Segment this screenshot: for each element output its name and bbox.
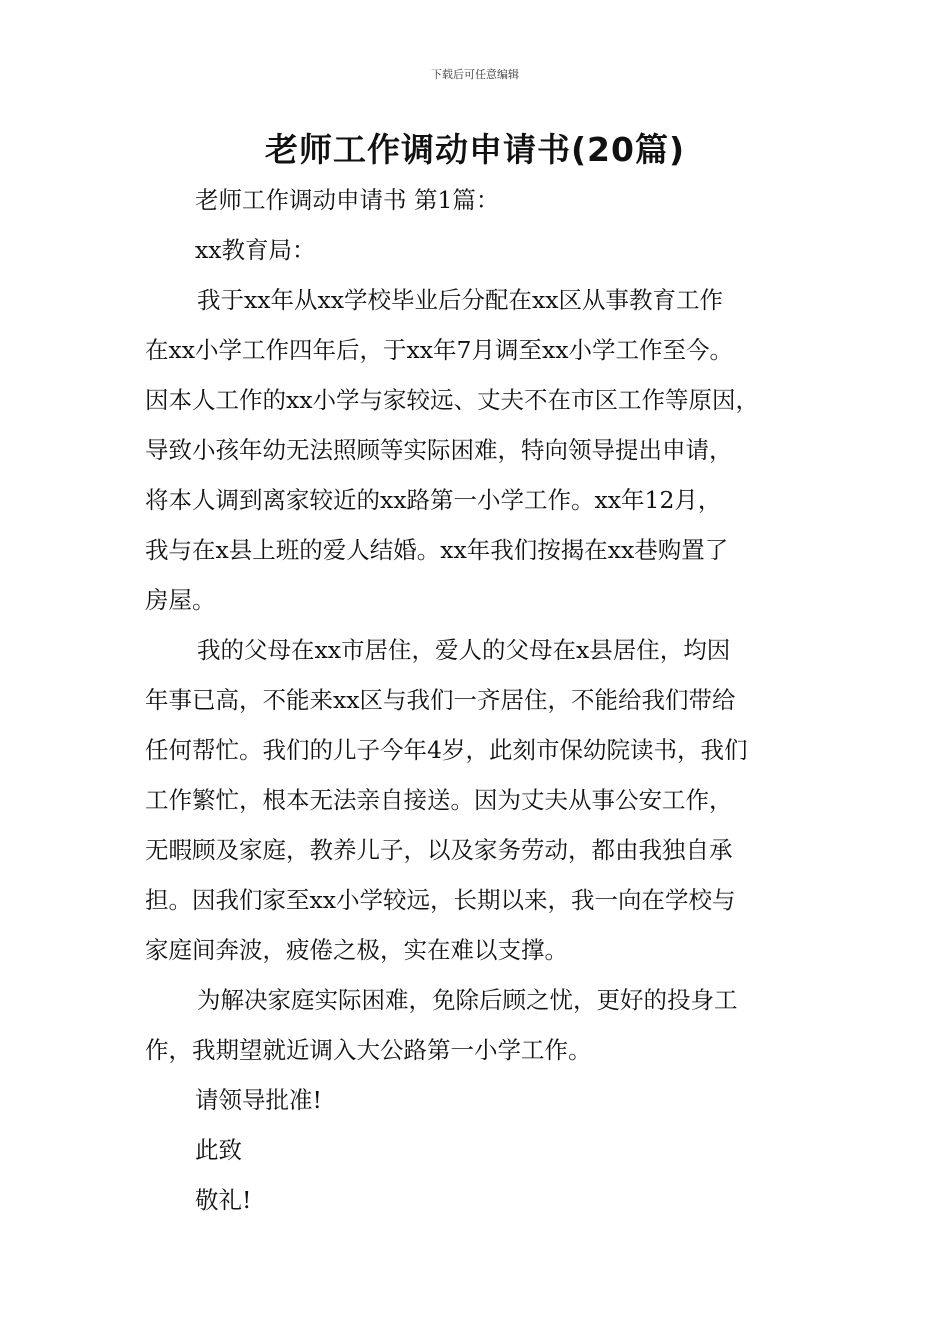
paragraph-line: 家庭间奔波，疲倦之极，实在难以支撑。 [145, 936, 568, 964]
paragraph-line: 我于xx年从xx学校毕业后分配在xx区从事教育工作 [197, 286, 724, 314]
paragraph-line: 为解决家庭实际困难，免除后顾之忧，更好的投身工 [197, 986, 738, 1014]
request-line: 请领导批准! [195, 1086, 322, 1114]
paragraph-line: 导致小孩年幼无法照顾等实际困难，特向领导提出申请， [145, 436, 733, 464]
closing-line-1: 此致 [195, 1136, 242, 1164]
paragraph-line: 我的父母在xx市居住，爱人的父母在x县居住，均因 [197, 636, 731, 664]
paragraph-line: 任何帮忙。我们的儿子今年4岁，此刻市保幼院读书，我们 [145, 736, 748, 764]
paragraph-line: 因本人工作的xx小学与家较远、丈夫不在市区工作等原因， [145, 386, 760, 414]
header-note: 下载后可任意编辑 [431, 68, 519, 81]
paragraph-line: 房屋。 [145, 586, 216, 614]
closing-line-2: 敬礼! [195, 1186, 252, 1214]
paragraph-line: 将本人调到离家较近的xx路第一小学工作。xx年12月， [145, 486, 722, 514]
paragraph-3 [145, 975, 815, 1075]
paragraph-line: 作，我期望就近调入大公路第一小学工作。 [145, 1036, 592, 1064]
paragraph-line: 工作繁忙，根本无法亲自接送。因为丈夫从事公安工作， [145, 786, 733, 814]
paragraph-line: 担。因我们家至xx小学较远，长期以来，我一向在学校与 [145, 886, 736, 914]
paragraph-line: 我与在x县上班的爱人结婚。xx年我们按揭在xx巷购置了 [145, 536, 729, 564]
paragraph-2 [145, 625, 815, 975]
paragraph-line: 年事已高，不能来xx区与我们一齐居住，不能给我们带给 [145, 686, 736, 714]
section-heading: 老师工作调动申请书 第1篇： [195, 186, 500, 214]
paragraph-line: 无暇顾及家庭，教养儿子，以及家务劳动，都由我独自承 [145, 836, 733, 864]
document-body [145, 175, 815, 1225]
paragraph-1 [145, 275, 815, 625]
salutation: xx教育局： [195, 236, 316, 264]
paragraph-line: 在xx小学工作四年后，于xx年7月调至xx小学工作至今。 [145, 336, 733, 364]
document-title: 老师工作调动申请书(20篇) [264, 130, 686, 169]
